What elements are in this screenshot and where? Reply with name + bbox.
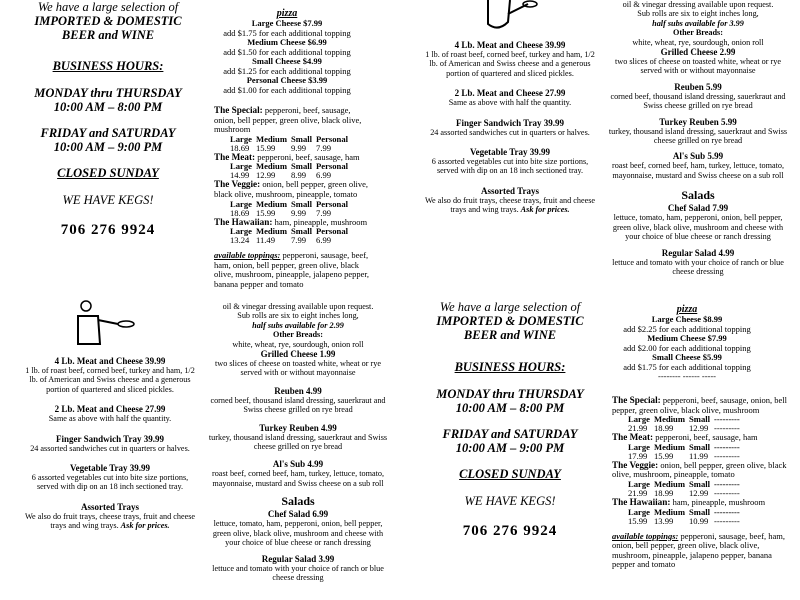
item-title: Al's Sub 5.99 <box>672 151 724 162</box>
col-header: Personal <box>316 226 348 237</box>
col-header: Small <box>291 198 313 209</box>
weekdays: MONDAY thru THURSDAY <box>34 86 182 100</box>
kegs: WE HAVE KEGS! <box>62 193 154 207</box>
tray-desc: 24 assorted sandwiches cut in quarters or halves. <box>430 127 590 137</box>
item-desc: corned beef, thousand island dressing, sauerkraut and Swiss cheese grilled on rye bread <box>210 395 386 415</box>
tray-title: Vegetable Tray 39.99 <box>469 147 551 158</box>
trays-bottom <box>22 356 198 531</box>
breads-title: Other Breads: <box>273 330 323 340</box>
tray-title: 2 Lb. Meat and Cheese 27.99 <box>54 404 166 415</box>
intro-line3: BEER and WINE <box>61 28 155 42</box>
tray-title: Finger Sandwich Tray 39.99 <box>455 117 564 128</box>
item-desc: turkey, thousand island dressing, sauerkraut and Swiss cheese grilled on rye bread <box>608 126 788 146</box>
item-desc: lettuce and tomato with your choice of ranch or blue cheese dressing <box>212 563 384 582</box>
special-text: pepperoni, beef, sausage, onion, bell pepper, green olive, black olive, mushroom <box>214 105 362 135</box>
special-desc <box>214 106 374 135</box>
phone-number: 706 276 9924 <box>60 222 156 238</box>
subs-bottom <box>206 302 390 582</box>
weekend: FRIDAY and SATURDAY <box>40 126 176 140</box>
special-text: pepperoni, beef, sausage, ham <box>257 151 360 162</box>
tray-desc: Same as above with half the quantity. <box>448 98 572 108</box>
size-add: add $2.00 for each additional topping <box>623 342 751 353</box>
price: --------- <box>714 487 740 498</box>
ask-prices: Ask for prices. <box>120 521 170 531</box>
pizza-top <box>212 8 362 95</box>
item-desc: two slices of cheese on toasted white, wheat or rye served with or without mayonnaise <box>615 57 781 76</box>
size-name: Small Cheese $4.99 <box>252 56 322 66</box>
col-header: Small <box>689 478 711 489</box>
price-table <box>230 200 352 218</box>
tray-desc: 1 lb. of roast beef, corned beef, turkey and ham, 1/2 lb. of American and Swiss cheese and a generous portion of quartered and sliced pickles. <box>25 366 195 394</box>
info-panel-left <box>18 0 198 239</box>
size-add: add $1.50 for each additional topping <box>223 46 351 57</box>
special-name: The Hawaiian: <box>612 496 671 507</box>
item-desc: roast beef, corned beef, ham, turkey, lettuce, tomato, mayonnaise, mustard and Swiss cheese on a sub roll <box>211 469 385 488</box>
breads-title: Other Breads: <box>673 28 723 38</box>
price: 11.49 <box>255 235 275 246</box>
intro-line2: IMPORTED & DOMESTIC <box>436 314 584 328</box>
item-desc: two slices of cheese on toasted white, wheat or rye served with or without mayonnaise <box>215 359 381 378</box>
quadrant-bottom-right <box>400 300 800 600</box>
intro-line1: We have a large selection of <box>37 0 179 14</box>
col-header: Personal <box>316 198 348 209</box>
price: 14.99 <box>230 170 250 181</box>
pizza-title: pizza <box>276 8 298 19</box>
price: 18.69 <box>230 207 250 218</box>
price: 12.99 <box>255 170 276 181</box>
special-name: The Hawaiian: <box>214 216 273 227</box>
assorted-desc: We also do fruit trays, cheese trays, fruit and cheese trays and wing trays. <box>424 195 596 215</box>
col-header: --------- <box>714 414 740 425</box>
price: 12.99 <box>689 423 709 434</box>
closed-sunday: CLOSED SUNDAY <box>459 467 561 481</box>
tray-title: 4 Lb. Meat and Cheese 39.99 <box>54 356 166 366</box>
price-table <box>230 162 352 180</box>
hours-title: BUSINESS HOURS: <box>454 360 566 374</box>
special-text: pepperoni, beef, sausage, ham <box>655 432 758 443</box>
price: 15.99 <box>628 515 648 526</box>
trays-top <box>422 40 598 215</box>
col-header: Medium <box>653 441 685 452</box>
price-table <box>628 508 744 526</box>
size-name: Medium Cheese $6.99 <box>247 37 327 47</box>
quadrant-top-right <box>400 0 800 300</box>
size-add: add $1.00 for each additional topping <box>223 84 351 95</box>
chef-pizza-icon <box>72 300 142 350</box>
assorted-desc: We also do fruit trays, cheese trays, fruit and cheese trays and wing trays. <box>24 511 196 531</box>
special-name: The Special: <box>612 395 661 405</box>
col-header: Small <box>689 441 711 452</box>
item-title: Chef Salad 6.99 <box>267 509 329 520</box>
price: 8.99 <box>291 170 307 181</box>
special-desc <box>612 396 788 415</box>
tray-desc: 1 lb. of roast beef, corned beef, turkey and ham, 1/2 lb. of American and Swiss cheese and a generous portion of quartered and sliced pickles. <box>425 50 595 78</box>
special-name: The Veggie: <box>612 459 659 470</box>
weekend-hours: 10:00 AM – 9:00 PM <box>53 140 163 154</box>
intro-line3: BEER and WINE <box>463 328 557 342</box>
special-text: onion, bell pepper, green olive, black olive, mushroom, pineapple, tomato <box>612 459 787 480</box>
size-name: Large Cheese $8.99 <box>651 314 723 324</box>
tray-desc: 6 assorted vegetables cut into bite size portions, served with dip on an 18 inch sectioned tray. <box>431 157 589 176</box>
col-header: Large <box>230 161 252 172</box>
col-header: Large <box>230 198 252 209</box>
item-desc: lettuce, tomato, ham, pepperoni, onion, bell pepper, green olive, black olive, mushroom and cheese with your choice of blue cheese or ranch dressing <box>612 213 784 242</box>
size-name: Small Cheese $5.99 <box>652 352 722 362</box>
price: 17.99 <box>628 450 648 461</box>
col-header: Medium <box>255 198 287 209</box>
tray-title: Assorted Trays <box>81 501 139 512</box>
price: 15.99 <box>255 142 276 153</box>
col-header: Medium <box>255 226 287 237</box>
breads: white, wheat, rye, sourdough, onion roll <box>232 339 364 349</box>
price: 6.99 <box>316 170 332 181</box>
tray-desc <box>422 196 598 215</box>
price: 7.99 <box>291 235 307 246</box>
weekday-hours: 10:00 AM – 8:00 PM <box>455 401 565 415</box>
salads-title: Salads <box>681 188 715 203</box>
price-table <box>230 135 352 153</box>
size-add: add $2.25 for each additional topping <box>623 323 751 334</box>
item-desc: lettuce, tomato, ham, pepperoni, onion, bell pepper, green olive, black olive, mushroom and cheese with your choice of blue cheese or ranch dressing <box>212 519 384 548</box>
item-desc: roast beef, corned beef, ham, turkey, lettuce, tomato, mayonnaise, mustard and Swiss cheese on a sub roll <box>611 161 785 180</box>
price-table <box>628 443 744 461</box>
size-name: Large Cheese $7.99 <box>251 18 323 28</box>
price: --------- <box>714 515 740 526</box>
col-header: Medium <box>653 414 685 425</box>
hours-title: BUSINESS HOURS: <box>52 59 164 73</box>
toppings-label: available toppings: <box>214 250 281 261</box>
col-header: Small <box>291 161 313 172</box>
item-desc: turkey, thousand island dressing, sauerkraut and Swiss cheese grilled on rye bread <box>208 432 388 452</box>
item-title: Al's Sub 4.99 <box>272 459 324 470</box>
price-table <box>628 415 744 433</box>
price: 7.99 <box>316 142 332 153</box>
price-table <box>628 480 744 498</box>
price: 18.99 <box>653 487 674 498</box>
tray-title: Finger Sandwich Tray 39.99 <box>55 433 164 444</box>
weekend-hours: 10:00 AM – 9:00 PM <box>455 441 565 455</box>
price: 10.99 <box>689 515 709 526</box>
price: 13.99 <box>653 515 674 526</box>
special-name: The Veggie: <box>214 179 261 190</box>
price: 21.99 <box>628 423 648 434</box>
toppings-list: pepperoni, sausage, beef, ham, onion, bell pepper, green olive, black olive, mushroom, pineapple, jalapeno pepper, banana pepper and tomato <box>612 530 786 570</box>
sub-partial: oil & vinegar dressing available upon request. <box>622 0 774 9</box>
intro-line1: We have a large selection of <box>439 300 581 314</box>
price: 15.99 <box>653 450 674 461</box>
toppings <box>612 532 788 570</box>
item-title: Reuben 5.99 <box>674 81 722 92</box>
tray-title: Assorted Trays <box>481 185 539 196</box>
special-text: ham, pineapple, mushroom <box>274 216 368 227</box>
price: 9.99 <box>291 207 307 218</box>
item-title: Grilled Cheese 2.99 <box>660 47 736 58</box>
pizza-bottom <box>612 304 762 382</box>
toppings <box>214 251 374 289</box>
phone-number: 706 276 9924 <box>462 523 558 539</box>
tray-desc: 6 assorted vegetables cut into bite size portions, served with dip on an 18 inch sectioned tray. <box>31 473 189 492</box>
item-title: Reuben 4.99 <box>274 385 322 396</box>
col-header: Small <box>291 226 313 237</box>
col-header: Large <box>230 133 252 144</box>
weekend: FRIDAY and SATURDAY <box>442 427 578 441</box>
col-header: Small <box>291 133 313 144</box>
item-title: Turkey Reuben 5.99 <box>659 116 737 127</box>
price: 13.24 <box>230 235 250 246</box>
special-name: The Meat: <box>612 432 654 443</box>
tray-desc: 24 assorted sandwiches cut in quarters or halves. <box>30 443 190 453</box>
weekday-hours: 10:00 AM – 8:00 PM <box>53 100 163 114</box>
size-name: Medium Cheese $7.99 <box>647 333 727 343</box>
col-header: Large <box>230 226 252 237</box>
tray-desc: Same as above with half the quantity. <box>48 414 172 424</box>
col-header: Small <box>689 506 711 517</box>
special-name: The Meat: <box>214 151 256 162</box>
price: 11.99 <box>689 450 709 461</box>
weekdays: MONDAY thru THURSDAY <box>436 387 584 401</box>
col-header: Large <box>628 414 650 425</box>
toppings-list: pepperoni, sausage, beef, ham, onion, bell pepper, green olive, black olive, mushroom, pineapple, jalapeno pepper, banana pepper and tomato <box>214 250 369 289</box>
half-subs: half subs available for 2.99 <box>252 320 344 330</box>
size-add: add $1.25 for each additional topping <box>223 65 351 76</box>
tray-desc <box>22 512 198 531</box>
toppings-label: available toppings: <box>612 530 679 541</box>
sub-partial: Sub rolls are six to eight inches long, <box>237 311 359 321</box>
item-title: Chef Salad 7.99 <box>667 203 729 214</box>
breads: white, wheat, rye, sourdough, onion roll <box>632 37 764 47</box>
price: --------- <box>714 450 740 461</box>
price: 6.99 <box>316 235 332 246</box>
price-table <box>230 227 352 245</box>
subs-top <box>608 0 788 276</box>
quadrant-bottom-left <box>0 300 400 600</box>
quadrant-top-left <box>0 0 400 300</box>
tray-title: 2 Lb. Meat and Cheese 27.99 <box>454 88 566 99</box>
half-subs: half subs available for 3.99 <box>652 18 744 28</box>
col-header: Medium <box>255 133 287 144</box>
item-title: Turkey Reuben 4.99 <box>259 422 337 433</box>
special-text: onion, bell pepper, green olive, black olive, mushroom, pineapple, tomato <box>214 179 368 199</box>
info-panel-right <box>420 300 600 540</box>
tray-title: 4 Lb. Meat and Cheese 39.99 <box>454 40 566 50</box>
closed-sunday: CLOSED SUNDAY <box>57 166 159 180</box>
sub-partial: oil & vinegar dressing available upon request. <box>222 302 374 311</box>
salads-title: Salads <box>281 494 315 509</box>
size-name: Personal Cheese $3.99 <box>246 75 328 85</box>
chef-pizza-icon <box>468 0 538 40</box>
price: --------- <box>714 423 740 434</box>
col-header: Small <box>689 414 711 425</box>
col-header: Medium <box>653 478 685 489</box>
price: 21.99 <box>628 487 648 498</box>
sub-partial: Sub rolls are six to eight inches long, <box>637 9 759 19</box>
col-header: Medium <box>255 161 287 172</box>
item-title: Regular Salad 3.99 <box>261 553 335 564</box>
kegs: WE HAVE KEGS! <box>464 494 556 508</box>
col-header: Personal <box>316 133 348 144</box>
item-desc: corned beef, thousand island dressing, sauerkraut and Swiss cheese grilled on rye bread <box>610 91 786 111</box>
dashes: -------- ------ ----- <box>657 371 717 381</box>
special-name: The Special: <box>214 105 263 115</box>
col-header: Large <box>628 441 650 452</box>
price: 15.99 <box>255 207 276 218</box>
pizza-title: pizza <box>676 304 698 315</box>
special-desc <box>214 180 374 199</box>
item-title: Grilled Cheese 1.99 <box>260 349 336 360</box>
special-text: pepperoni, beef, sausage, onion, bell pepper, green olive, black olive, mushroom <box>612 395 788 415</box>
price: 9.99 <box>291 142 307 153</box>
item-desc: lettuce and tomato with your choice of ranch or blue cheese dressing <box>612 257 784 276</box>
price: 18.69 <box>230 142 250 153</box>
pizza-specials-top <box>214 106 374 290</box>
intro-line2: IMPORTED & DOMESTIC <box>34 14 182 28</box>
size-add: add $1.75 for each additional topping <box>623 361 751 372</box>
item-title: Regular Salad 4.99 <box>661 247 735 258</box>
col-header: --------- <box>714 478 740 489</box>
special-desc <box>612 461 788 480</box>
col-header: --------- <box>714 441 740 452</box>
col-header: Medium <box>653 506 685 517</box>
tray-title: Vegetable Tray 39.99 <box>69 463 151 474</box>
col-header: Large <box>628 478 650 489</box>
price: 18.99 <box>653 423 674 434</box>
pizza-specials-bottom <box>612 396 788 570</box>
col-header: --------- <box>714 506 740 517</box>
col-header: Large <box>628 506 650 517</box>
col-header: Personal <box>316 161 348 172</box>
price: 7.99 <box>316 207 332 218</box>
special-text: ham, pineapple, mushroom <box>672 496 766 507</box>
size-add: add $1.75 for each additional topping <box>223 27 351 38</box>
ask-prices: Ask for prices. <box>520 205 570 215</box>
price: 12.99 <box>689 487 709 498</box>
